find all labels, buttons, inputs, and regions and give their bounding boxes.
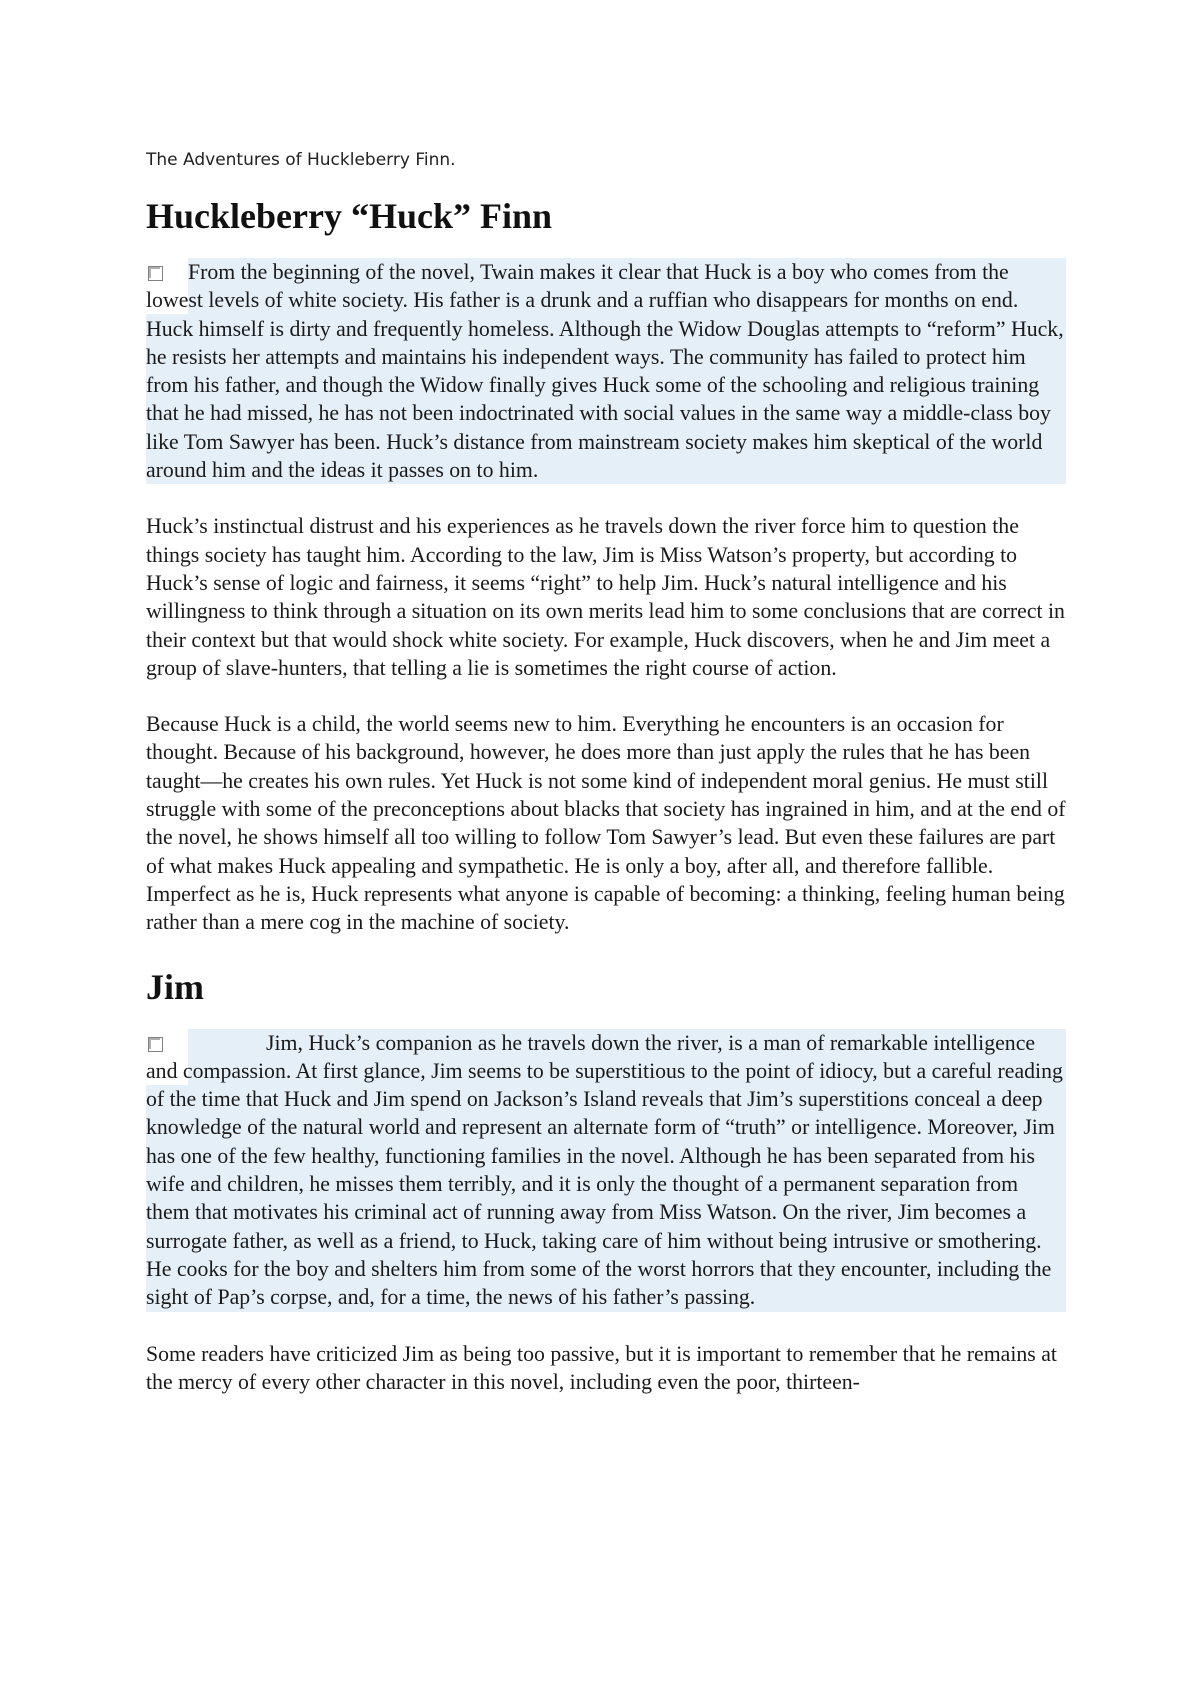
body-paragraph: Because Huck is a child, the world seems new to him. Everything he encounters is an occasion for thought. Because of his background, however, he does more than just apply the rules that he has been taught—he creates his own rules. Yet Huck is not some kind of independent moral genius. He must still struggle with some of the preconceptions about blacks that society has ingrained in him, and at the end of the novel, he shows himself all too willing to follow Tom Sawyer’s lead. But even these failures are part of what makes Huck appealing and sympathetic. He is only a boy, after all, and therefore fallible. Imperfect as he is, Huck represents what anyone is capable of becoming: a thinking, feeling human being rather than a mere cog in the machine of society. [146, 712, 1066, 935]
highlighted-bullet-paragraph-jim [146, 1029, 1066, 1312]
section-heading-jim: Jim [146, 966, 204, 1007]
checkbox-bullet-icon [148, 266, 163, 281]
bullet-paragraph-text: From the beginning of the novel, Twain makes it clear that Huck is a boy who comes from the lowest levels of white society. His father is a drunk and a ruffian who disappears for months on end. Huck himself is dirty and frequently homeless. Although the Widow Douglas attempts to “reform” Huck, he resists her attempts and maintains his independent ways. The community has failed to protect him from his father, and though the Widow finally gives Huck some of the schooling and religious training that he had missed, he has not been indoctrinated with social values in the same way a middle-class boy like Tom Sawyer has been. Huck’s distance from mainstream society makes him skeptical of the world around him and the ideas it passes on to him. [146, 260, 1064, 483]
section-huck [146, 194, 1066, 937]
bullet-paragraph-text: Jim, Huck’s companion as he travels down the river, is a man of remarkable intelligence and compassion. At first glance, Jim seems to be superstitious to the point of idiocy, but a careful reading of the time that Huck and Jim spend on Jackson’s Island reveals that Jim’s superstitions conceal a deep knowledge of the natural world and represent an alternate form of “truth” or intelligence. Moreover, Jim has one of the few healthy, functioning families in the novel. Although he has been separated from his wife and children, he misses them terribly, and it is only the thought of a permanent separation from them that motivates his criminal act of running away from Miss Watson. On the river, Jim becomes a surrogate father, as well as a friend, to Huck, taking care of him without being intrusive or smothering. He cooks for the boy and shelters him from some of the worst horrors that they encounter, including the sight of Pap’s corpse, and, for a time, the news of his father’s passing. [146, 1030, 1063, 1310]
document-page [146, 148, 1066, 1424]
section-jim [146, 965, 1066, 1397]
document-title-label: The Adventures of Huckleberry Finn. [146, 150, 456, 170]
section-heading-huck: Huckleberry “Huck” Finn [146, 196, 553, 236]
highlighted-bullet-paragraph-huck [146, 258, 1066, 484]
body-paragraph: Huck’s instinctual distrust and his experiences as he travels down the river force him to question the things society has taught him. According to the law, Jim is Miss Watson’s property, but according to Huck’s sense of logic and fairness, it seems “right” to help Jim. Huck’s natural intelligence and his willingness to think through a situation on its own merits lead him to some conclusions that are correct in their context but that would shock white society. For example, Huck discovers, when he and Jim meet a group of slave-hunters, that telling a lie is sometimes the right course of action. [146, 514, 1065, 680]
checkbox-bullet-icon [148, 1037, 163, 1052]
body-paragraph: Some readers have criticized Jim as being too passive, but it is important to remember that he remains at the mercy of every other character in this novel, including even the poor, thirteen- [146, 1341, 1057, 1394]
